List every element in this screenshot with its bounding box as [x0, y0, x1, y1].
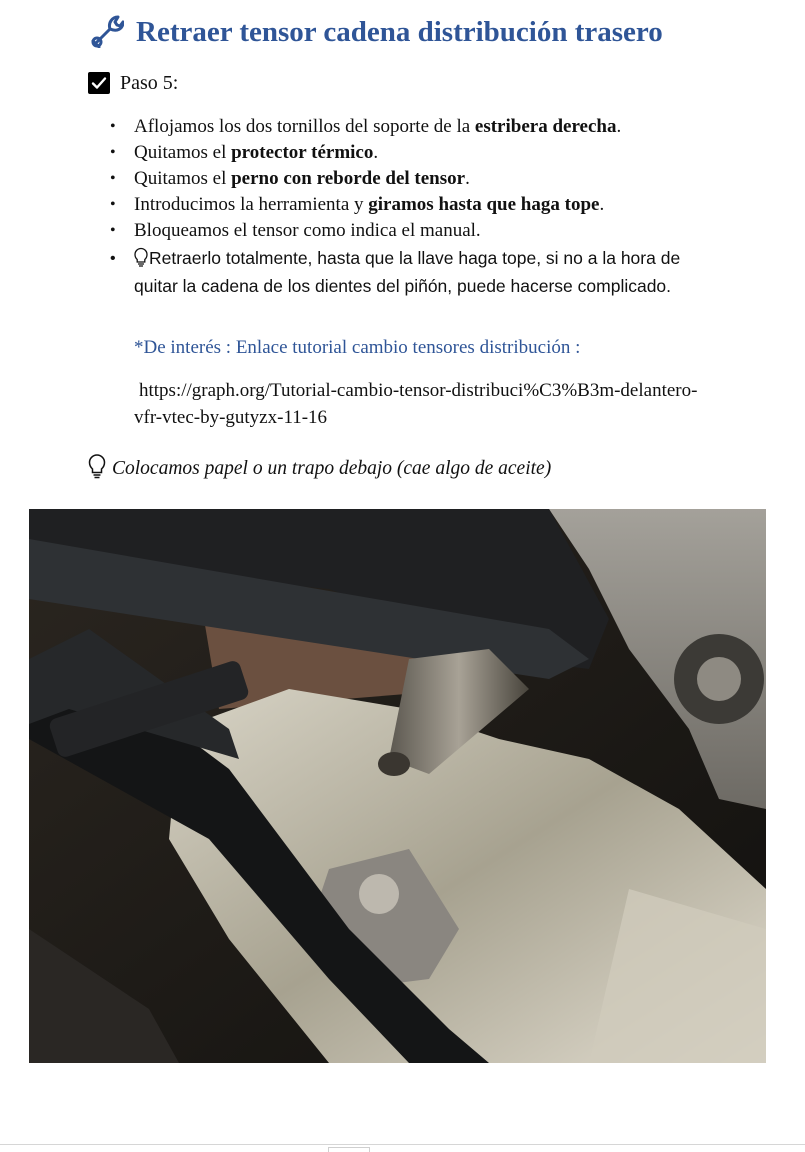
interest-note: *De interés : Enlace tutorial cambio tensores distribución : — [134, 337, 581, 358]
step-label: Paso 5: — [120, 71, 179, 94]
hint-item — [104, 246, 724, 299]
list-item: • Bloqueamos el tensor como indica el manual. — [104, 218, 724, 244]
list-item: • Quitamos el perno con reborde del tensor. — [104, 166, 724, 192]
list-item: • Introducimos la herramienta y giramos hasta que haga tope. — [104, 192, 724, 218]
instruction-list — [104, 114, 724, 299]
page-title — [88, 10, 663, 54]
page-divider — [0, 1144, 805, 1145]
check-icon — [88, 72, 110, 94]
page-title-text: Retraer tensor cadena distribución trasero — [136, 15, 663, 48]
lightbulb-icon — [134, 247, 148, 274]
engine-photo — [29, 509, 766, 1063]
tip-line — [88, 453, 551, 485]
list-item: • Aflojamos los dos tornillos del soporte de la estribera derecha. — [104, 114, 724, 140]
hint-text: Retraerlo totalmente, hasta que la llave haga tope, si no a la hora de quitar la cadena de los dientes del piñón, puede hacerse complicado. — [134, 248, 681, 296]
tutorial-url[interactable]: https://graph.org/Tutorial-cambio-tensor-distribuci%C3%B3m-delantero-vfr-vtec-by-gutyzx-11-16 — [134, 380, 698, 428]
page-tab — [328, 1147, 370, 1152]
step-heading — [88, 70, 178, 96]
list-item: • Quitamos el protector térmico. — [104, 140, 724, 166]
wrench-icon — [88, 12, 124, 53]
lightbulb-icon — [88, 453, 106, 485]
tip-text: Colocamos papel o un trapo debajo (cae algo de aceite) — [112, 458, 552, 479]
